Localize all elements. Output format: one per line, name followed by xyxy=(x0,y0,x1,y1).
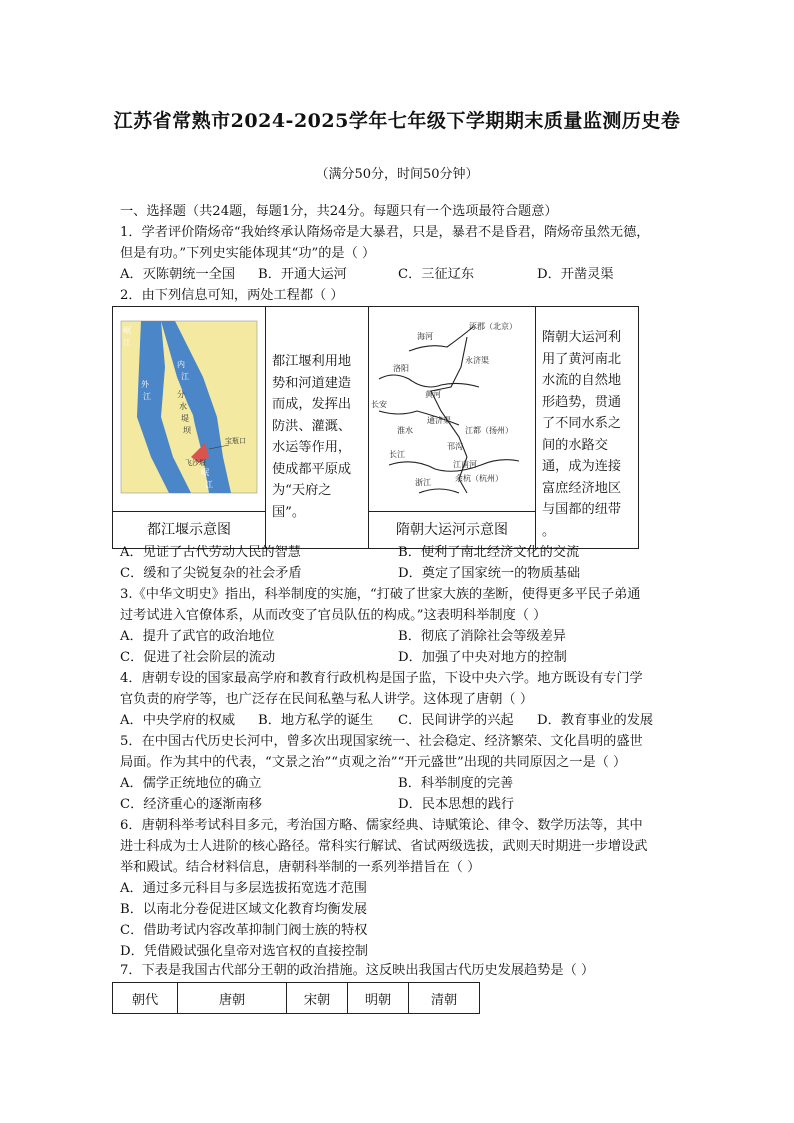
map1-label: 江 xyxy=(143,392,151,401)
map2-label: 海河 xyxy=(417,332,433,341)
map2-label: 江南河 xyxy=(453,460,477,469)
map1-label: 内 xyxy=(177,360,185,369)
map2-label: 余杭（杭州） xyxy=(455,474,503,483)
map1-label: 宝瓶口 xyxy=(225,437,246,445)
table-header-cell: 朝代 xyxy=(113,983,178,1014)
q2-option-d[interactable]: D．奠定了国家统一的物质基础 xyxy=(398,566,581,581)
q1-option-a[interactable]: A．灭陈朝统一全国 xyxy=(120,267,236,282)
dujiangyan-description: 都江堰利用地势和河道建造而成，发挥出防洪、灌溉、水运等作用，使成都平原成为“天府之国”。 xyxy=(272,354,352,520)
q4-option-b[interactable]: B．地方私学的诞生 xyxy=(258,713,374,728)
q2-option-b[interactable]: B．便利了南北经济文化的交流 xyxy=(398,545,580,560)
table-header-cell: 明朝 xyxy=(348,983,409,1014)
grand-canal-map xyxy=(369,307,535,507)
map2-label: 江都（扬州） xyxy=(465,426,513,435)
q3-stem-line1: 3.《中华文明史》指出，科举制度的实施，“打破了世家大族的垄断，使得更多平民子弟通 xyxy=(120,587,641,602)
q6-option-a[interactable]: A．通过多元科目与多层选拔拓宽选才范围 xyxy=(120,881,367,896)
q7-stem: 7．下表是我国古代部分王朝的政治措施。这反映出我国古代历史发展趋势是（ ） xyxy=(120,963,595,978)
map2-label: 永济渠 xyxy=(465,356,489,365)
map1-label: 江 xyxy=(123,338,131,347)
table-header-cell: 唐朝 xyxy=(178,983,287,1014)
q5-stem-line1: 5．在中国古代历史长河中，曾多次出现国家统一、社会稳定、经济繁荣、文化昌明的盛世 xyxy=(120,734,643,749)
dujiangyan-desc-cell xyxy=(266,307,369,549)
map2-label: 长江 xyxy=(389,450,405,459)
dujiangyan-caption: 都江堰示意图 xyxy=(113,512,266,549)
canal-desc-cell xyxy=(536,307,639,549)
q2-option-c[interactable]: C．缓和了尖锐复杂的社会矛盾 xyxy=(120,566,302,581)
q4-option-c[interactable]: C．民间讲学的兴起 xyxy=(398,713,514,728)
map2-label: 长安 xyxy=(371,400,387,409)
section-heading: 一、选择题（共24题，每题1分，共24分。每题只有一个选项最符合题意） xyxy=(120,204,558,219)
page-subtitle: （满分50分，时间50分钟） xyxy=(315,167,479,182)
q6-stem-line2: 进士科成为士人进阶的核心路径。常科实行解试、省试两级选拔，武则天时期进一步增设武 xyxy=(120,839,648,854)
map1-label: 堤 xyxy=(181,414,189,423)
q6-option-b[interactable]: B．以南北分卷促进区域文化教育均衡发展 xyxy=(120,902,368,917)
q7-dynasty-table xyxy=(112,982,480,1014)
map2-label: 通济渠 xyxy=(427,416,451,425)
q1-option-b[interactable]: B．开通大运河 xyxy=(258,267,347,282)
map2-label: 涿郡（北京） xyxy=(469,322,517,331)
map1-label: 飞沙堰 xyxy=(185,459,206,467)
q6-option-d[interactable]: D．凭借殿试强化皇帝对选官权的直接控制 xyxy=(120,944,368,959)
map1-label: 岷 xyxy=(123,326,131,335)
map1-label: 岷 xyxy=(201,468,209,477)
q1-stem-line1: 1．学者评价隋炀帝“我始终承认隋炀帝是大暴君，只是，暴君不是昏君，隋炀帝虽然无德， xyxy=(120,225,650,240)
q2-stem: 2．由下列信息可知，两处工程都（ ） xyxy=(120,288,344,303)
q4-stem-line1: 4．唐朝专设的国家最高学府和教育行政机构是国子监，下设中央六学。地方既设有专门学 xyxy=(120,671,643,686)
q5-option-b[interactable]: B．科举制度的完善 xyxy=(398,776,514,791)
map1-label: 水 xyxy=(179,402,187,411)
map1-label: 外 xyxy=(141,380,149,389)
map2-label: 淮水 xyxy=(397,426,413,435)
table-header-cell: 宋朝 xyxy=(287,983,348,1014)
q5-option-a[interactable]: A．儒学正统地位的确立 xyxy=(120,776,262,791)
q5-option-d[interactable]: D．民本思想的践行 xyxy=(398,797,515,812)
map2-label: 黄河 xyxy=(425,390,441,399)
map1-label: 江 xyxy=(205,480,213,489)
q3-option-c[interactable]: C．促进了社会阶层的流动 xyxy=(120,650,276,665)
map1-label: 分 xyxy=(177,390,185,399)
canal-map-cell xyxy=(369,307,536,512)
q6-stem-line1: 6．唐朝科举考试科目多元，考治国方略、儒家经典、诗赋策论、律令、数学历法等，其中 xyxy=(120,818,643,833)
q3-option-d[interactable]: D．加强了中央对地方的控制 xyxy=(398,650,567,665)
dujiangyan-map-cell xyxy=(113,307,266,512)
page-title: 江苏省常熟市2024-2025学年七年级下学期期末质量监测历史卷 xyxy=(113,110,681,132)
q1-option-d[interactable]: D．开凿灵渠 xyxy=(537,267,614,282)
q4-option-d[interactable]: D．教育事业的发展 xyxy=(537,713,654,728)
map2-label: 邗沟 xyxy=(447,442,463,451)
map2-label: 浙江 xyxy=(415,478,431,487)
q3-option-b[interactable]: B．彻底了消除社会等级差异 xyxy=(398,629,566,644)
table-header-cell: 清朝 xyxy=(409,983,480,1014)
q6-stem-line3: 举和殿试。结合材料信息，唐朝科举制的一系列举措旨在（ ） xyxy=(120,860,481,875)
q3-option-a[interactable]: A．提升了武官的政治地位 xyxy=(120,629,275,644)
map1-label: 坝 xyxy=(183,426,191,435)
q5-stem-line2: 局面。作为其中的代表，“文景之治”“贞观之治”“开元盛世”出现的共同原因之一是（ ） xyxy=(120,755,627,770)
map1-label: 江 xyxy=(181,372,189,381)
q4-stem-line2: 官负责的府学等，也广泛存在民间私塾与私人讲学。这体现了唐朝（ ） xyxy=(120,692,534,707)
q1-option-c[interactable]: C．三征辽东 xyxy=(398,267,475,282)
q5-option-c[interactable]: C．经济重心的逐渐南移 xyxy=(120,797,262,812)
q2-figure-table xyxy=(112,306,639,549)
q1-stem-line2: 但是有功。”下列史实能体现其“功”的是（ ） xyxy=(120,246,376,261)
q2-option-a[interactable]: A．见证了古代劳动人民的智慧 xyxy=(120,545,301,560)
q4-option-a[interactable]: A．中央学府的权威 xyxy=(120,713,236,728)
q6-option-c[interactable]: C．借助考试内容改革抑制门阀士族的特权 xyxy=(120,923,368,938)
canal-caption: 隋朝大运河示意图 xyxy=(369,512,536,549)
q3-stem-line2: 过考试进入官僚体系，从而改变了官员队伍的构成。”这表明科举制度（ ） xyxy=(120,608,547,623)
map2-label: 洛阳 xyxy=(393,364,409,373)
dujiangyan-map xyxy=(113,307,265,507)
canal-description: 隋朝大运河利用了黄河南北水流的自然地形趋势，贯通了不同水系之间的水路交通，成为连接富庶经济地区与国都的纽带 。 xyxy=(542,330,622,539)
